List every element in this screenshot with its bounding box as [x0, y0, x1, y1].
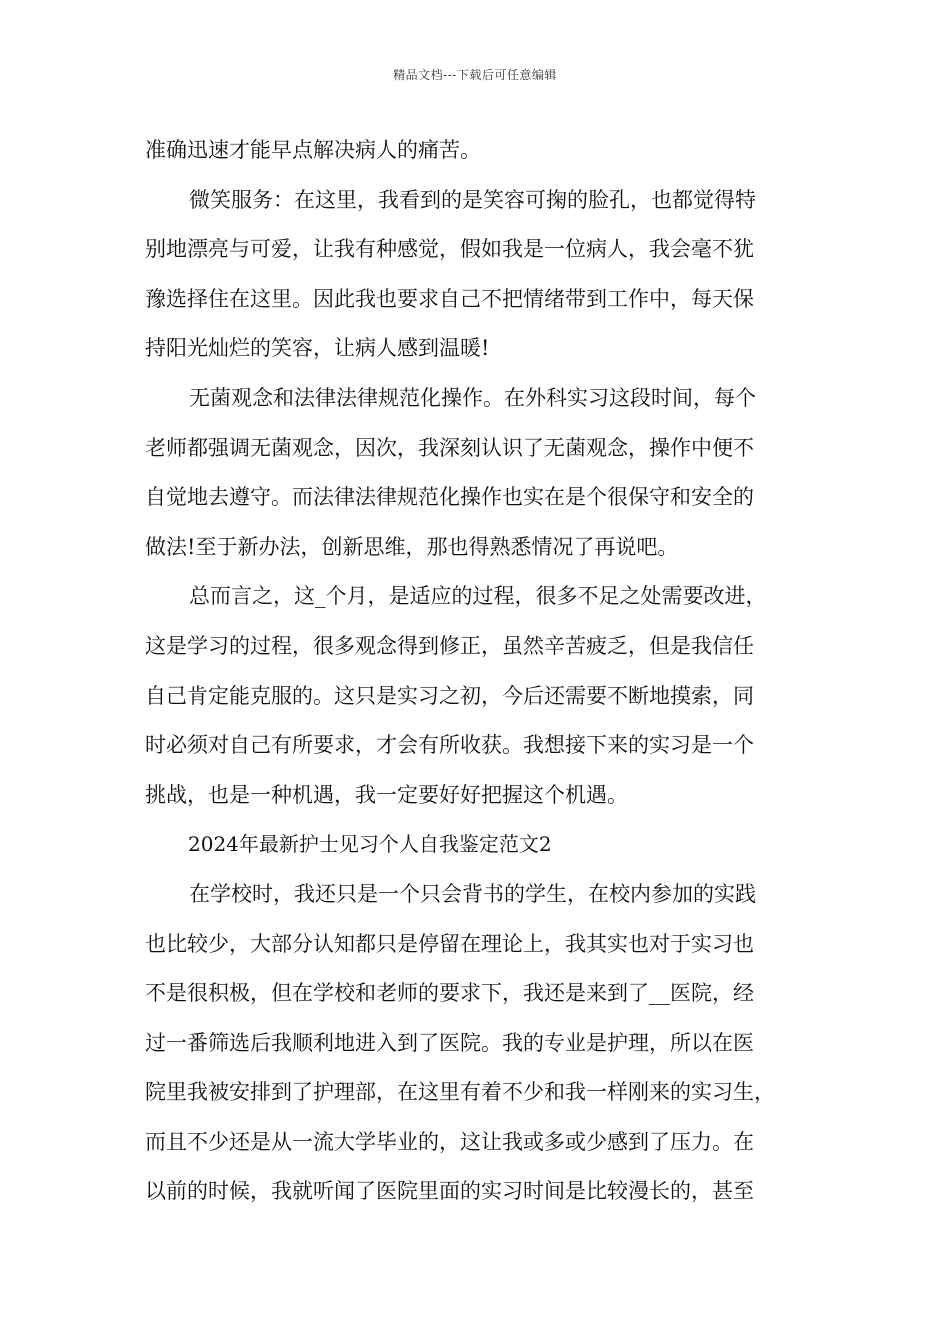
- text-line: 持阳光灿烂的笑容，让病人感到温暖!: [145, 336, 490, 361]
- paragraph-start-line: 总而言之，这_个月，是适应的过程，很多不足之处需要改进，: [189, 584, 767, 609]
- text-line: 自己肯定能克服的。这只是实习之初，今后还需要不断地摸索，同: [145, 683, 754, 708]
- page-header: 精品文档---下载后可任意编辑: [393, 68, 557, 82]
- text-line: 也比较少，大部分认知都只是停留在理论上，我其实也对于实习也: [145, 931, 754, 956]
- text-line: 自觉地去遵守。而法律法律规范化操作也实在是个很保守和安全的: [145, 485, 754, 510]
- text-line: 这是学习的过程，很多观念得到修正，虽然辛苦疲乏，但是我信任: [145, 633, 754, 658]
- text-line: 老师都强调无菌观念，因次，我深刻认识了无菌观念，操作中便不: [145, 435, 754, 460]
- text-line: 做法!至于新办法，创新思维，那也得熟悉情况了再说吧。: [145, 534, 679, 559]
- text-line: 时必须对自己有所要求，才会有所收获。我想接下来的实习是一个: [145, 733, 754, 758]
- text-line: 过一番筛选后我顺利地进入到了医院。我的专业是护理，所以在医: [145, 1030, 754, 1055]
- document-body: [145, 126, 810, 1217]
- paragraph-start-line: 微笑服务：在这里，我看到的是笑容可掬的脸孔，也都觉得特: [189, 187, 756, 212]
- text-line: 而且不少还是从一流大学毕业的，这让我或多或少感到了压力。在: [145, 1129, 754, 1154]
- paragraph-start-line: 在学校时，我还只是一个只会背书的学生，在校内参加的实践: [189, 881, 756, 906]
- text-line: 院里我被安排到了护理部，在这里有着不少和我一样刚来的实习生，: [145, 1080, 775, 1105]
- text-line: 别地漂亮与可爱，让我有种感觉，假如我是一位病人，我会毫不犹: [145, 237, 754, 262]
- text-line: 准确迅速才能早点解决病人的痛苦。: [145, 138, 481, 162]
- text-line: 不是很积极，但在学校和老师的要求下，我还是来到了__医院，经: [145, 981, 754, 1006]
- text-line: 豫选择住在这里。因此我也要求自己不把情绪带到工作中，每天保: [145, 286, 754, 311]
- section-heading: 2024年最新护士见习个人自我鉴定范文2: [188, 832, 552, 857]
- paragraph-start-line: 无菌观念和法律法律规范化操作。在外科实习这段时间，每个: [189, 385, 756, 410]
- text-line: 挑战，也是一种机遇，我一定要好好把握这个机遇。: [145, 782, 628, 807]
- text-line: 以前的时候，我就听闻了医院里面的实习时间是比较漫长的，甚至: [145, 1179, 754, 1204]
